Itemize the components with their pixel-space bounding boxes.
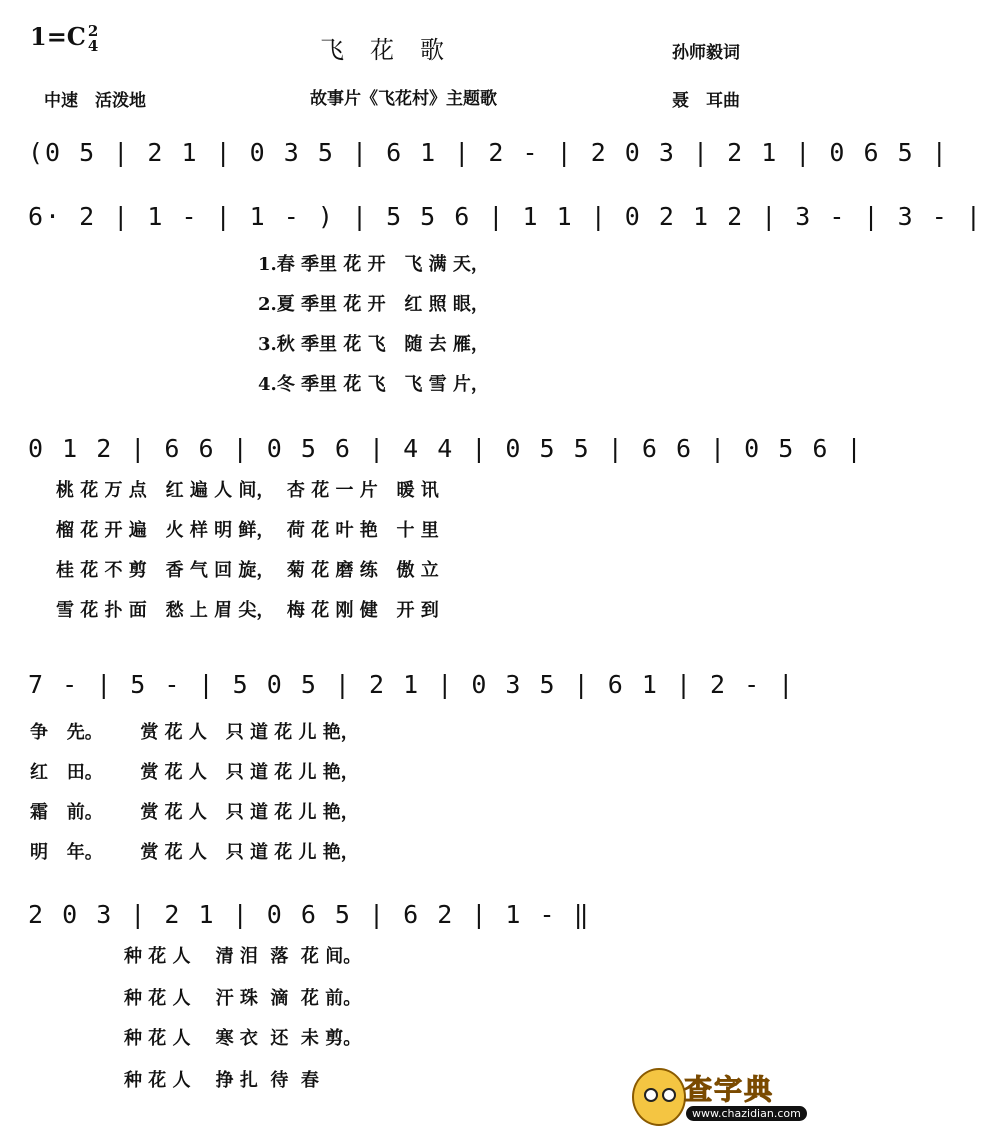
- tempo-marking: 中速 活泼地: [44, 91, 146, 111]
- time-signature-bottom: 4: [87, 36, 99, 55]
- lyric-line: 1.春 季里 花 开 飞 满 天，: [258, 254, 489, 275]
- lyric-line: 明 年。 赏 花 人 只 道 花 儿 艳，: [30, 842, 359, 863]
- staff-line-2: [0, 196, 983, 236]
- staff-notes: (0 5 | 2 1 | 0 3 5 | 6 1 | 2 - | 2 0 3 | 2 1 | 0 6 5 |: [28, 138, 949, 167]
- logo-text: 查字典: [684, 1073, 775, 1106]
- lyric-line: 3.秋 季里 花 飞 随 去 雁，: [258, 334, 489, 355]
- staff-notes: 2 0 3 | 2 1 | 0 6 5 | 6 2 | 1 - ‖: [28, 900, 591, 929]
- song-title: 飞花歌: [320, 36, 470, 64]
- lyric-line: 种 花 人 寒 衣 还 未 剪。: [124, 1028, 362, 1049]
- staff-notes: 7 - | 5 - | 5 0 5 | 2 1 | 0 3 5 | 6 1 | 2 - |: [28, 670, 796, 699]
- song-subtitle: 故事片《飞花村》主题歌: [310, 89, 497, 109]
- lyric-line: 雪 花 扑 面 愁 上 眉 尖， 梅 花 刚 健 开 到: [56, 600, 439, 621]
- lyric-line: 桃 花 万 点 红 遍 人 间， 杏 花 一 片 暖 讯: [56, 480, 439, 501]
- staff-notes: 6· 2 | 1 - | 1 - ) | 5 5 6 | 1 1 | 0 2 1 2 | 3 - | 3 - |: [28, 202, 983, 231]
- lyric-line: 种 花 人 挣 扎 待 春: [124, 1070, 319, 1091]
- lyricist-credit: 孙师毅词: [672, 43, 740, 63]
- staff-notes: 0 1 2 | 6 6 | 0 5 6 | 4 4 | 0 5 5 | 6 6 | 0 5 6 |: [28, 434, 864, 463]
- staff-line-5: [0, 894, 800, 934]
- mascot-eye-icon: [662, 1088, 676, 1102]
- lyric-line: 桂 花 不 剪 香 气 回 旋， 菊 花 磨 练 傲 立: [56, 560, 439, 581]
- lyric-line: 4.冬 季里 花 飞 飞 雪 片，: [258, 374, 489, 395]
- lyric-line: 霜 前。 赏 花 人 只 道 花 儿 艳，: [30, 802, 359, 823]
- composer-credit: 聂 耳曲: [672, 91, 740, 111]
- lyric-line: 争 先。 赏 花 人 只 道 花 儿 艳，: [30, 722, 359, 743]
- staff-line-1: [0, 132, 949, 172]
- time-signature-top: 2: [87, 21, 99, 40]
- key-label: 1=C: [30, 22, 86, 51]
- lyric-line: 红 田。 赏 花 人 只 道 花 儿 艳，: [30, 762, 359, 783]
- logo-url: www.chazidian.com: [686, 1106, 807, 1121]
- lyric-line: 种 花 人 清 泪 落 花 间。: [124, 946, 362, 967]
- staff-line-3: [0, 428, 864, 468]
- mascot-icon: [632, 1068, 686, 1126]
- key-signature: [30, 22, 98, 54]
- lyric-line: 榴 花 开 遍 火 样 明 鲜， 荷 花 叶 艳 十 里: [56, 520, 439, 541]
- staff-line-4: [0, 664, 800, 704]
- site-logo: [632, 1068, 801, 1124]
- lyric-line: 种 花 人 汗 珠 滴 花 前。: [124, 988, 362, 1009]
- time-signature: [87, 21, 99, 55]
- lyric-line: 2.夏 季里 花 开 红 照 眼，: [258, 294, 489, 315]
- mascot-eye-icon: [644, 1088, 658, 1102]
